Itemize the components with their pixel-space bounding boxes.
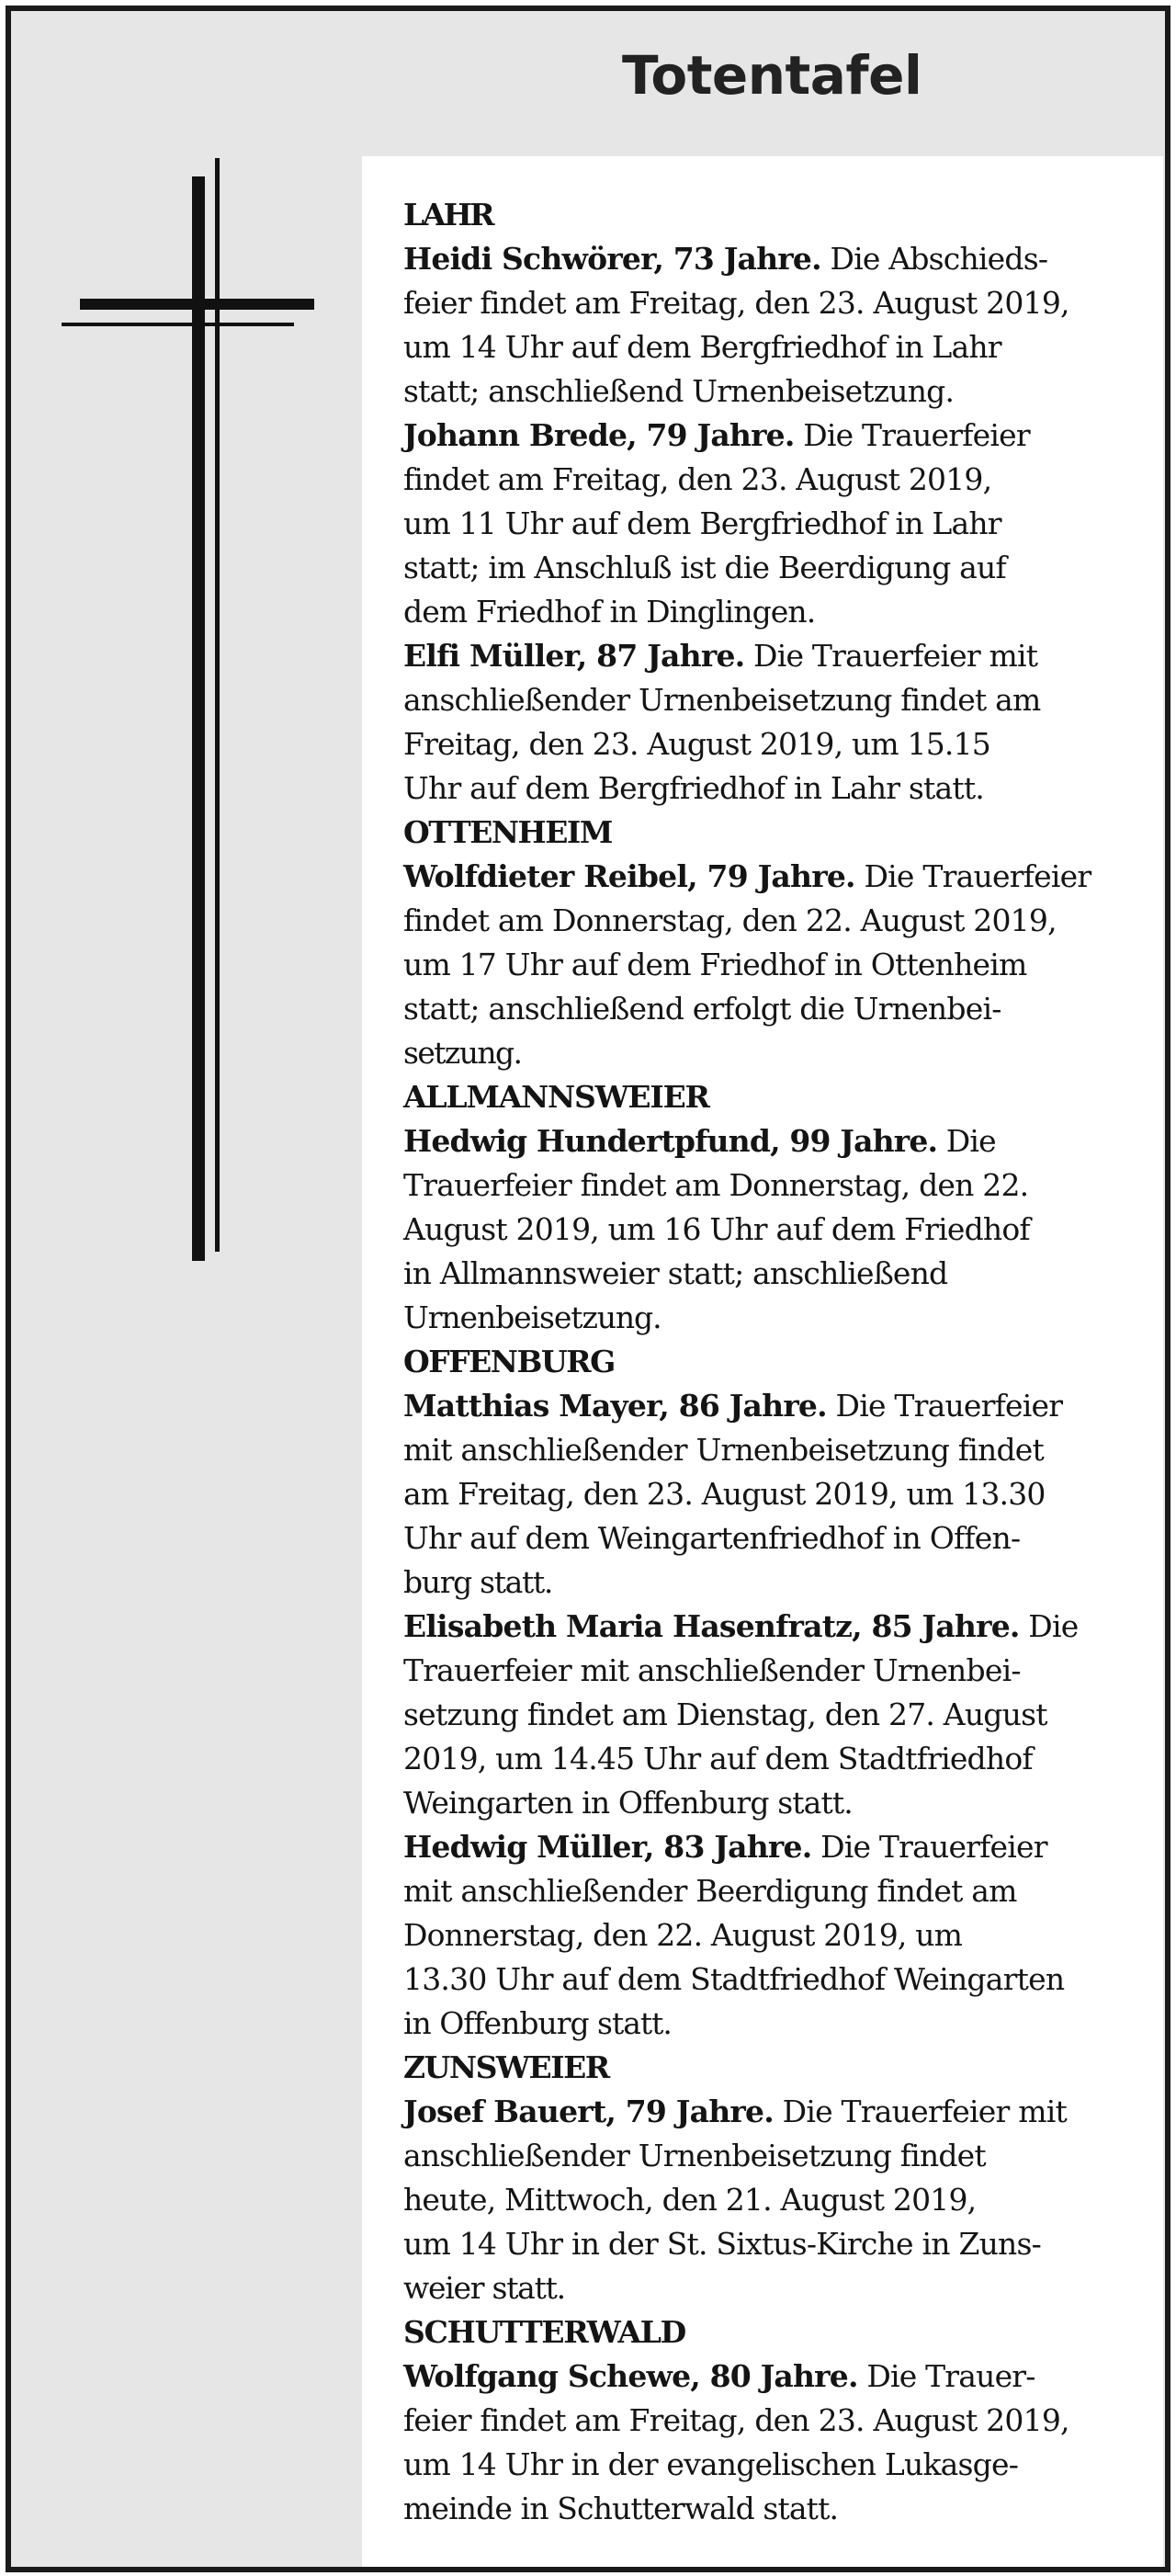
entry-line [403, 943, 1157, 987]
deceased-name: Elfi Müller, 87 Jahre. [403, 638, 745, 674]
entry-line [403, 1737, 1157, 1781]
deceased-name: Heidi Schwörer, 73 Jahre. [403, 241, 821, 277]
obituary-list-panel [362, 156, 1163, 2567]
entry-line [403, 634, 1157, 678]
entry-text: feier findet am Freitag, den 23. August 2019, [403, 285, 1069, 321]
entry-text: in Offenburg statt. [403, 2005, 672, 2041]
entry-text: Die Trauerfeier [820, 1829, 1047, 1865]
entry-text: in Allmannsweier statt; anschließend [403, 1255, 948, 1291]
entry-line [403, 1825, 1157, 1869]
entry-text: Die Trauerfeier mit [753, 638, 1038, 674]
entry-text: Uhr auf dem Weingartenfriedhof in Offen- [403, 1520, 1021, 1556]
obituary-entry [403, 2090, 1157, 2310]
entry-line [403, 1693, 1157, 1737]
obituary-entry [403, 1825, 1157, 2046]
entry-text: anschließender Urnenbeisetzung findet am [403, 682, 1041, 718]
deceased-name: Elisabeth Maria Hasenfratz, 85 Jahre. [403, 1608, 1020, 1644]
deceased-name: Wolfgang Schewe, 80 Jahre. [403, 2358, 858, 2394]
entry-text: Trauerfeier findet am Donnerstag, den 22. [403, 1167, 1029, 1203]
entry-line [403, 1560, 1157, 1605]
entry-line [403, 1163, 1157, 1208]
entry-line [403, 1119, 1157, 1163]
entry-line [403, 1649, 1157, 1693]
entry-line [403, 546, 1157, 590]
entry-line [403, 1781, 1157, 1825]
entry-text: findet am Freitag, den 23. August 2019, [403, 461, 992, 497]
entry-text: heute, Mittwoch, den 21. August 2019, [403, 2182, 977, 2218]
entry-line [403, 2487, 1157, 2531]
entry-line [403, 590, 1157, 634]
obituary-entry [403, 237, 1157, 414]
entry-text: Die Trauer- [866, 2358, 1035, 2394]
entry-text: findet am Donnerstag, den 22. August 2019, [403, 902, 1057, 938]
entry-line [403, 1252, 1157, 1296]
entry-line [403, 899, 1157, 943]
entry-text: um 14 Uhr auf dem Bergfriedhof in Lahr [403, 329, 1001, 365]
entry-line [403, 281, 1157, 325]
entry-line [403, 1208, 1157, 1252]
entry-text: mit anschließender Urnenbeisetzung findet [403, 1432, 1044, 1468]
entry-text: Freitag, den 23. August 2019, um 15.15 [403, 726, 990, 762]
cross-horizontal-beam-thin [62, 323, 294, 326]
entry-text: um 17 Uhr auf dem Friedhof in Ottenheim [403, 947, 1027, 982]
entry-text: Die Trauerfeier [864, 858, 1091, 894]
deceased-name: Hedwig Hundertpfund, 99 Jahre. [403, 1123, 938, 1159]
entry-text: setzung findet am Dienstag, den 27. August [403, 1697, 1047, 1732]
entry-line [403, 1605, 1157, 1649]
entry-text: am Freitag, den 23. August 2019, um 13.30 [403, 1476, 1046, 1512]
entry-text: Die [945, 1123, 996, 1159]
entry-text: mit anschließender Beerdigung findet am [403, 1873, 1017, 1909]
entry-text: August 2019, um 16 Uhr auf dem Friedhof [403, 1211, 1030, 1247]
entry-text: 2019, um 14.45 Uhr auf dem Stadtfriedhof [403, 1741, 1033, 1776]
entry-line [403, 1031, 1157, 1075]
entry-line [403, 1958, 1157, 2002]
entry-text: Trauerfeier mit anschließender Urnenbei- [403, 1652, 1021, 1688]
entry-text: burg statt. [403, 1564, 553, 1600]
entry-text: Die Trauerfeier [835, 1388, 1063, 1424]
obituary-entry [403, 1605, 1157, 1825]
entry-text: statt; im Anschluß ist die Beerdigung auf [403, 550, 1006, 585]
deceased-name: Hedwig Müller, 83 Jahre. [403, 1829, 812, 1865]
entry-text: Die Trauerfeier mit [782, 2094, 1067, 2129]
entry-text: statt; anschließend Urnenbeisetzung. [403, 373, 955, 409]
entry-line [403, 1913, 1157, 1958]
entry-text: Die Trauerfeier [803, 417, 1030, 453]
entry-text: Urnenbeisetzung. [403, 1299, 662, 1335]
entry-line [403, 2178, 1157, 2222]
entry-text: anschließender Urnenbeisetzung findet [403, 2138, 986, 2173]
obituary-entry [403, 2355, 1157, 2531]
page-title: Totentafel [622, 44, 922, 107]
entry-line [403, 678, 1157, 722]
entry-line [403, 1869, 1157, 1913]
town-heading: ZUNSWEIER [403, 2049, 609, 2085]
entry-text: um 11 Uhr auf dem Bergfriedhof in Lahr [403, 505, 1001, 541]
deceased-name: Johann Brede, 79 Jahre. [403, 417, 795, 453]
entry-line [403, 2090, 1157, 2134]
entry-text: weier statt. [403, 2270, 565, 2306]
cross-horizontal-beam [80, 299, 314, 310]
entry-line [403, 2266, 1157, 2310]
entry-line [403, 1384, 1157, 1428]
entry-line [403, 722, 1157, 766]
obituary-entry [403, 634, 1157, 811]
entry-line [403, 414, 1157, 458]
entry-line [403, 502, 1157, 546]
cross-vertical-beam [192, 176, 205, 1261]
town-heading: SCHUTTERWALD [403, 2314, 686, 2350]
deceased-name: Wolfdieter Reibel, 79 Jahre. [403, 858, 855, 894]
town-heading: ALLMANNSWEIER [403, 1079, 709, 1115]
town-heading: OFFENBURG [403, 1344, 615, 1379]
entry-line [403, 237, 1157, 281]
entry-line [403, 2399, 1157, 2443]
entry-line [403, 458, 1157, 502]
entry-line [403, 325, 1157, 369]
entry-text: Weingarten in Offenburg statt. [403, 1785, 853, 1821]
deceased-name: Josef Bauert, 79 Jahre. [403, 2094, 774, 2129]
entry-line [403, 2222, 1157, 2266]
entry-text: setzung. [403, 1035, 522, 1071]
entry-line [403, 2134, 1157, 2178]
entry-line [403, 1516, 1157, 1560]
obituary-entry [403, 414, 1157, 634]
entry-text: meinde in Schutterwald statt. [403, 2491, 839, 2526]
entry-text: um 14 Uhr in der St. Sixtus-Kirche in Zuns- [403, 2226, 1042, 2262]
obituary-list [403, 193, 1157, 2531]
entry-line [403, 1296, 1157, 1340]
obituary-entry [403, 1384, 1157, 1605]
obituary-entry [403, 855, 1157, 1075]
entry-text: um 14 Uhr in der evangelischen Lukasge- [403, 2446, 1019, 2482]
entry-text: Uhr auf dem Bergfriedhof in Lahr statt. [403, 770, 984, 806]
entry-line [403, 2002, 1157, 2046]
obituary-board [6, 6, 1170, 2572]
entry-line [403, 766, 1157, 811]
entry-text: feier findet am Freitag, den 23. August 2019, [403, 2402, 1069, 2438]
entry-line [403, 855, 1157, 899]
town-heading: OTTENHEIM [403, 814, 612, 850]
town-heading: LAHR [403, 197, 493, 233]
entry-line [403, 1428, 1157, 1472]
entry-text: dem Friedhof in Dinglingen. [403, 594, 816, 630]
entry-text: statt; anschließend erfolgt die Urnenbei- [403, 991, 1001, 1027]
entry-line [403, 2443, 1157, 2487]
cross-icon [62, 153, 337, 1293]
entry-text: Die Abschieds- [830, 241, 1048, 277]
entry-line [403, 1472, 1157, 1516]
obituary-entry [403, 1119, 1157, 1340]
deceased-name: Matthias Mayer, 86 Jahre. [403, 1388, 827, 1424]
entry-text: Die [1028, 1608, 1079, 1644]
entry-text: 13.30 Uhr auf dem Stadtfriedhof Weingarten [403, 1961, 1065, 1997]
entry-text: Donnerstag, den 22. August 2019, um [403, 1917, 963, 1953]
entry-line [403, 2355, 1157, 2399]
entry-line [403, 369, 1157, 414]
entry-line [403, 987, 1157, 1031]
